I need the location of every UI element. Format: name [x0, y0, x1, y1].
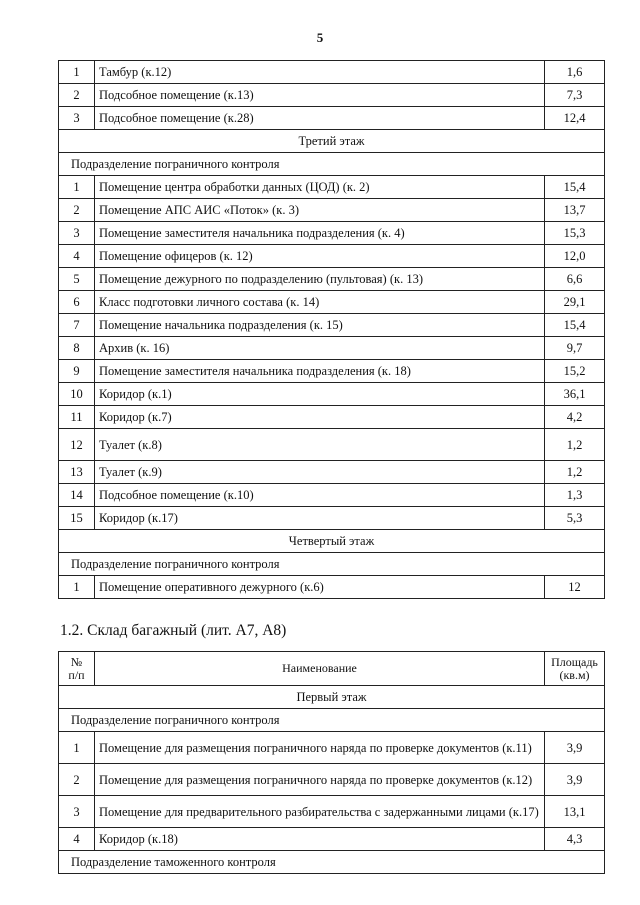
row-number: 2: [59, 764, 95, 796]
room-name: Подсобное помещение (к.28): [95, 107, 545, 130]
division-heading: Подразделение таможенного контроля: [59, 851, 605, 874]
room-area: 6,6: [545, 268, 605, 291]
room-area: 13,1: [545, 796, 605, 828]
row-number: 3: [59, 107, 95, 130]
room-area: 1,3: [545, 484, 605, 507]
room-name: Помещение начальника подразделения (к. 15): [95, 314, 545, 337]
table-row: [59, 732, 605, 764]
table-row: [59, 61, 605, 84]
division-heading: Подразделение пограничного контроля: [59, 709, 605, 732]
row-number: 4: [59, 245, 95, 268]
room-area: 3,9: [545, 764, 605, 796]
table-row: [59, 291, 605, 314]
room-name: Туалет (к.9): [95, 461, 545, 484]
room-name: Подсобное помещение (к.13): [95, 84, 545, 107]
header-name: Наименование: [95, 652, 545, 686]
room-area: 15,2: [545, 360, 605, 383]
header-number-line2: п/п: [68, 667, 85, 682]
baggage-warehouse-table: [58, 651, 605, 874]
room-name: Помещение заместителя начальника подразделения (к. 18): [95, 360, 545, 383]
header-area-line1: Площадь: [551, 654, 598, 669]
table-row: [59, 796, 605, 828]
table-row: [59, 576, 605, 599]
table-row: [59, 84, 605, 107]
row-number: 6: [59, 291, 95, 314]
header-area-line2: (кв.м): [559, 667, 590, 682]
room-name: Класс подготовки личного состава (к. 14): [95, 291, 545, 314]
row-number: 5: [59, 268, 95, 291]
room-area: 15,3: [545, 222, 605, 245]
row-number: 10: [59, 383, 95, 406]
room-area: 36,1: [545, 383, 605, 406]
room-area: 29,1: [545, 291, 605, 314]
rooms-table-body: [59, 61, 605, 599]
table-row: [59, 222, 605, 245]
table-row: [59, 507, 605, 530]
table-row: [59, 828, 605, 851]
row-number: 8: [59, 337, 95, 360]
room-name: Архив (к. 16): [95, 337, 545, 360]
row-number: 7: [59, 314, 95, 337]
division-heading: Подразделение пограничного контроля: [59, 553, 605, 576]
table-row: [59, 406, 605, 429]
room-area: 7,3: [545, 84, 605, 107]
room-name: Коридор (к.17): [95, 507, 545, 530]
row-number: 1: [59, 576, 95, 599]
room-area: 4,3: [545, 828, 605, 851]
division-row: [59, 709, 605, 732]
floor-row: [59, 686, 605, 709]
header-number: [59, 652, 95, 686]
row-number: 13: [59, 461, 95, 484]
row-number: 12: [59, 429, 95, 461]
row-number: 1: [59, 61, 95, 84]
room-area: 3,9: [545, 732, 605, 764]
floor-row: [59, 530, 605, 553]
room-name: Коридор (к.18): [95, 828, 545, 851]
room-name: Помещение дежурного по подразделению (пультовая) (к. 13): [95, 268, 545, 291]
room-name: Туалет (к.8): [95, 429, 545, 461]
room-area: 12: [545, 576, 605, 599]
floor-heading: Первый этаж: [59, 686, 605, 709]
row-number: 3: [59, 222, 95, 245]
page-number: 5: [316, 30, 324, 45]
table-row: [59, 429, 605, 461]
room-area: 1,2: [545, 429, 605, 461]
section-heading: 1.2. Склад багажный (лит. А7, А8): [60, 622, 287, 639]
division-row: [59, 851, 605, 874]
header-number-line1: №: [70, 654, 83, 669]
room-name: Помещение центра обработки данных (ЦОД) (к. 2): [95, 176, 545, 199]
room-name: Помещение заместителя начальника подразделения (к. 4): [95, 222, 545, 245]
header-area: [545, 652, 605, 686]
table-row: [59, 484, 605, 507]
row-number: 11: [59, 406, 95, 429]
division-row: [59, 553, 605, 576]
room-name: Помещение оперативного дежурного (к.6): [95, 576, 545, 599]
room-name: Помещение для размещения пограничного наряда по проверке документов (к.11): [95, 732, 545, 764]
row-number: 14: [59, 484, 95, 507]
table-header-row: [59, 652, 605, 686]
table-row: [59, 107, 605, 130]
table-row: [59, 245, 605, 268]
table-row: [59, 314, 605, 337]
table-row: [59, 199, 605, 222]
table-row: [59, 383, 605, 406]
floor-row: [59, 130, 605, 153]
table-row: [59, 360, 605, 383]
room-area: 9,7: [545, 337, 605, 360]
room-area: 1,6: [545, 61, 605, 84]
room-name: Коридор (к.7): [95, 406, 545, 429]
row-number: 1: [59, 176, 95, 199]
floor-heading: Четвертый этаж: [59, 530, 605, 553]
room-area: 12,4: [545, 107, 605, 130]
room-name: Тамбур (к.12): [95, 61, 545, 84]
room-area: 13,7: [545, 199, 605, 222]
row-number: 15: [59, 507, 95, 530]
table-row: [59, 337, 605, 360]
room-name: Коридор (к.1): [95, 383, 545, 406]
baggage-table-body: [59, 686, 605, 874]
room-name: Подсобное помещение (к.10): [95, 484, 545, 507]
table-row: [59, 176, 605, 199]
row-number: 1: [59, 732, 95, 764]
division-row: [59, 153, 605, 176]
room-area: 15,4: [545, 176, 605, 199]
room-area: 15,4: [545, 314, 605, 337]
row-number: 9: [59, 360, 95, 383]
room-area: 4,2: [545, 406, 605, 429]
table-row: [59, 764, 605, 796]
room-name: Помещение АПС АИС «Поток» (к. 3): [95, 199, 545, 222]
row-number: 3: [59, 796, 95, 828]
room-name: Помещение для размещения пограничного наряда по проверке документов (к.12): [95, 764, 545, 796]
room-name: Помещение офицеров (к. 12): [95, 245, 545, 268]
room-name: Помещение для предварительного разбирательства с задержанными лицами (к.17): [95, 796, 545, 828]
row-number: 2: [59, 84, 95, 107]
row-number: 4: [59, 828, 95, 851]
row-number: 2: [59, 199, 95, 222]
room-area: 12,0: [545, 245, 605, 268]
room-area: 1,2: [545, 461, 605, 484]
table-row: [59, 461, 605, 484]
room-area: 5,3: [545, 507, 605, 530]
division-heading: Подразделение пограничного контроля: [59, 153, 605, 176]
floor-heading: Третий этаж: [59, 130, 605, 153]
rooms-table-continued: [58, 60, 605, 599]
table-row: [59, 268, 605, 291]
